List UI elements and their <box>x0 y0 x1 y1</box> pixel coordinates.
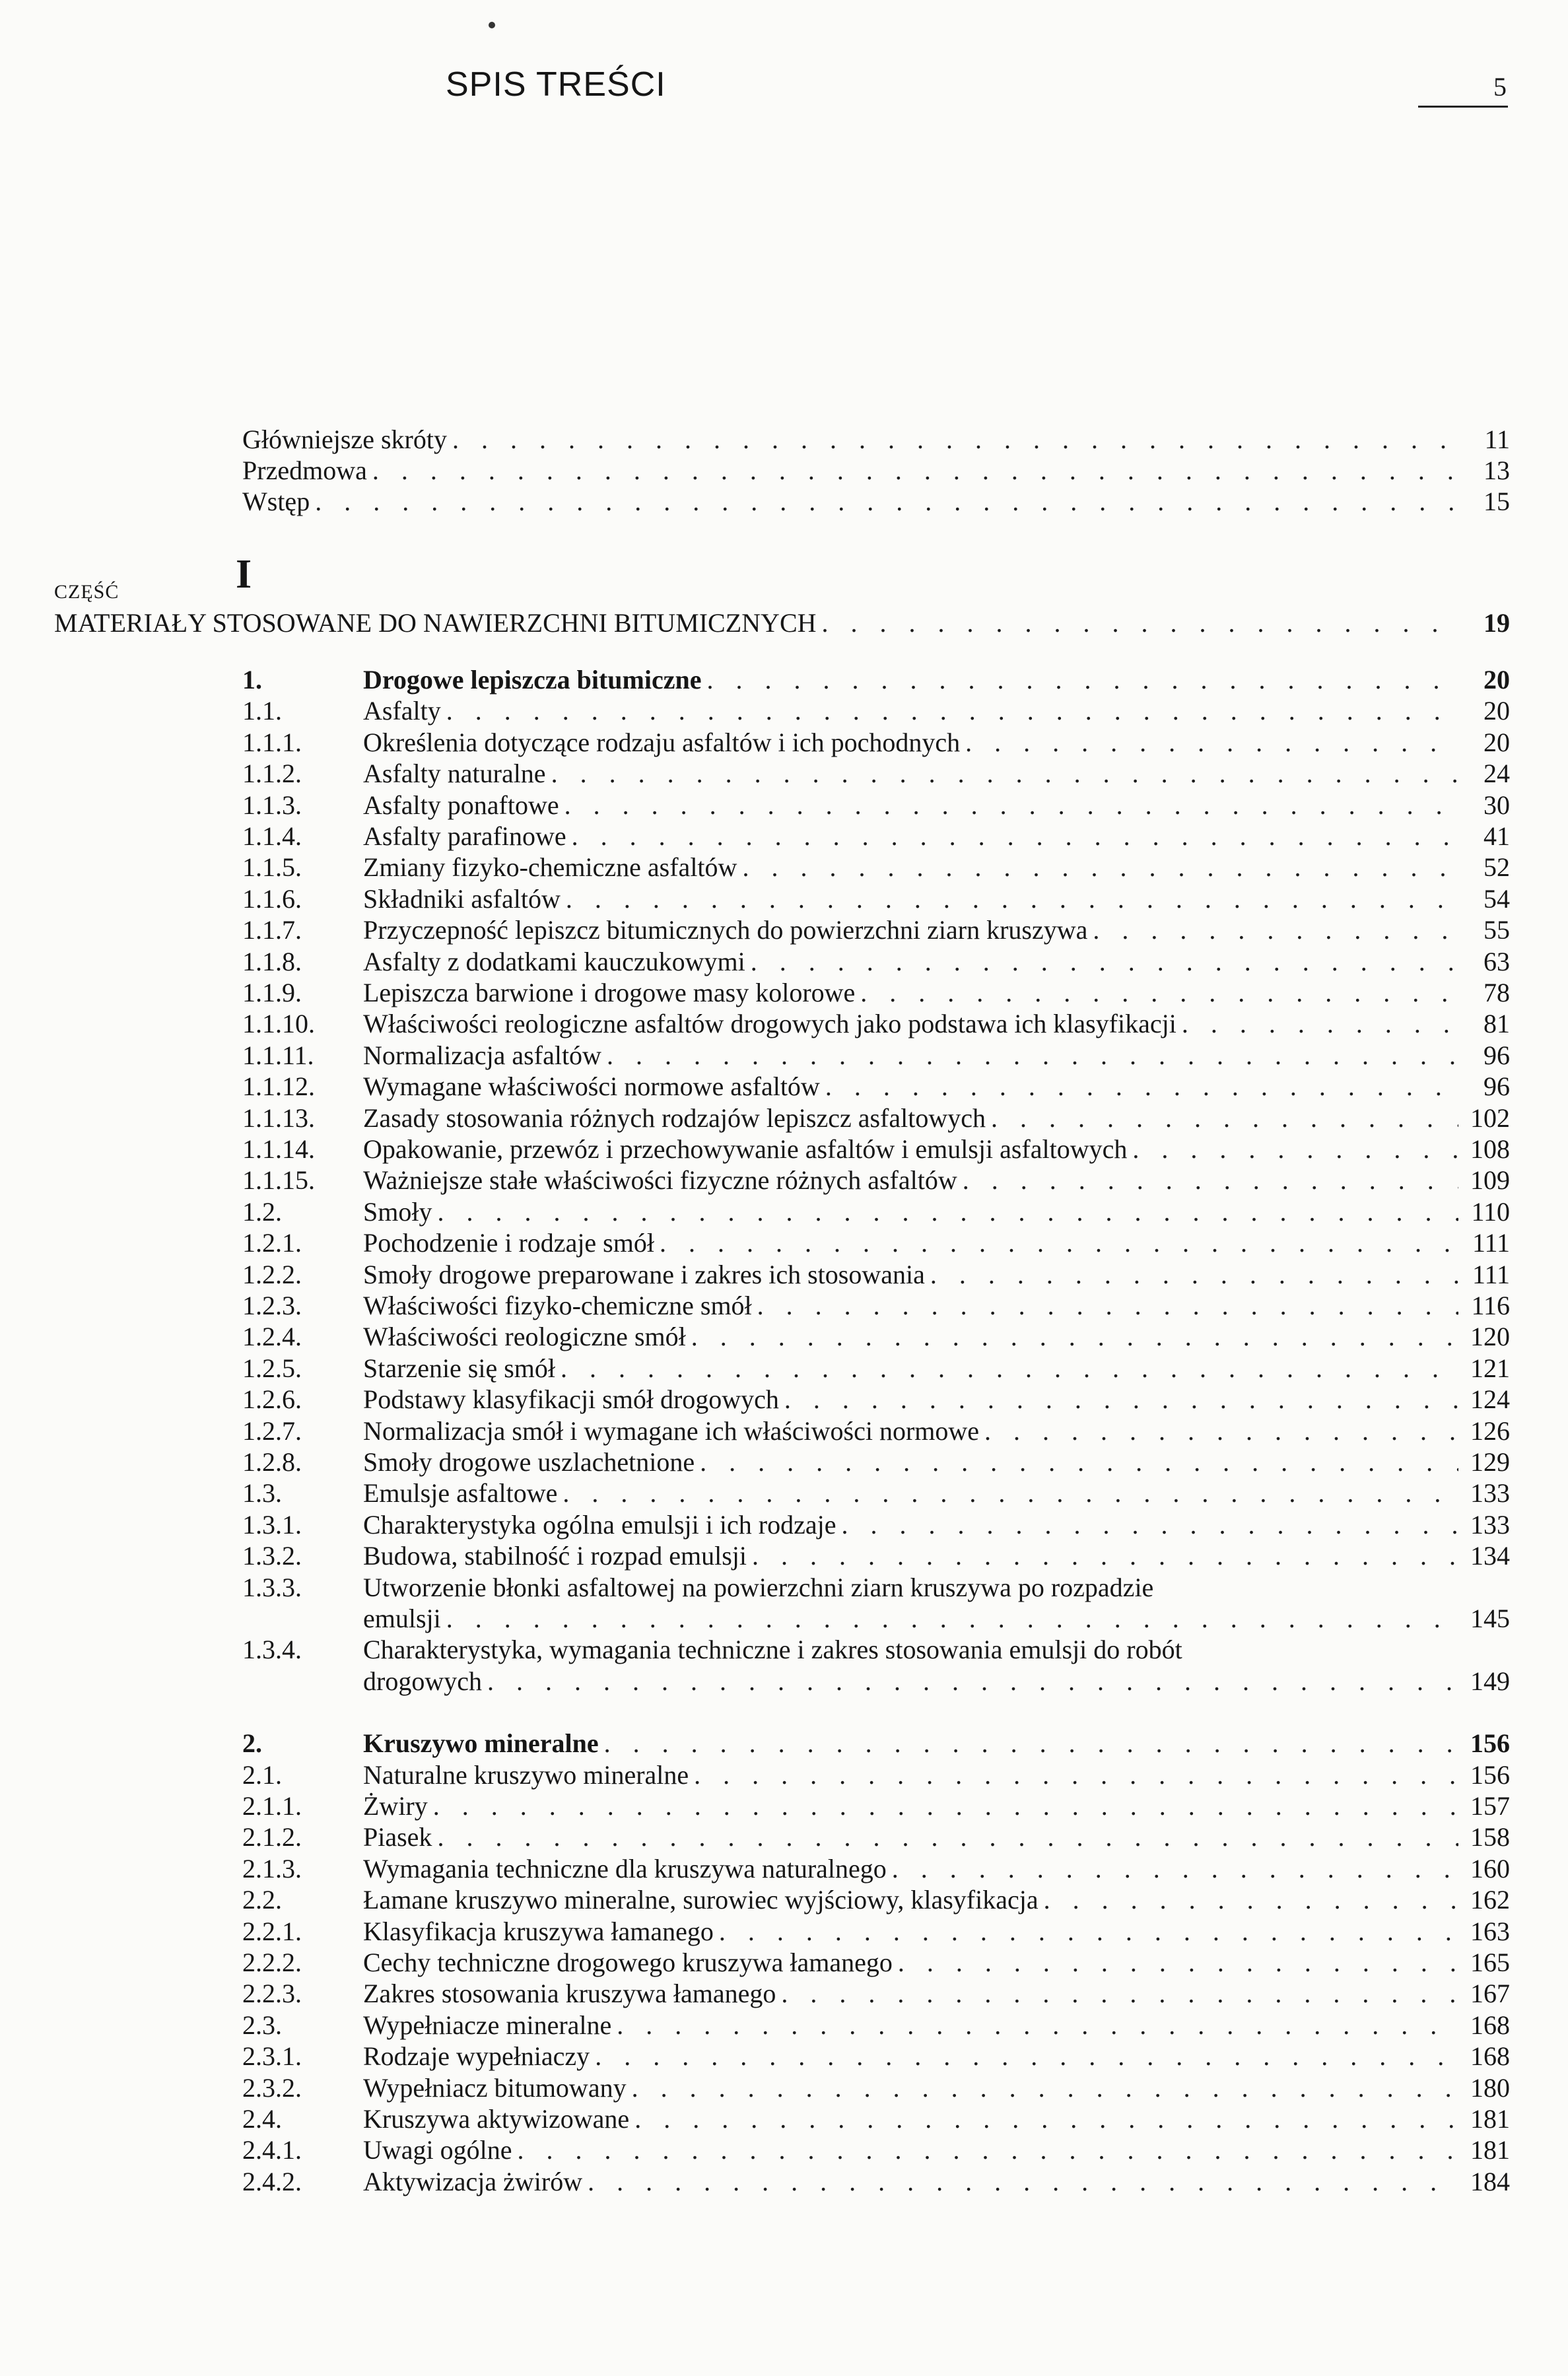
toc-entry-title: Klasyfikacja kruszywa łamanego <box>363 1916 714 1946</box>
toc-entry <box>242 1073 1510 1100</box>
toc-entry-title: Wypełniacz bitumowany <box>363 2072 627 2103</box>
dot-leader <box>588 2169 1458 2195</box>
toc-entry-title: Właściwości reologiczne asfaltów drogowych jako podstawa ich klasyfikacji <box>363 1009 1176 1039</box>
toc-entry-page: 124 <box>1470 1384 1510 1415</box>
toc-entry-page: 158 <box>1470 1822 1510 1852</box>
toc-entry-number: 1.1.10. <box>242 1009 315 1039</box>
toc-entry <box>242 2012 1510 2039</box>
toc-entry-number: 1.1.13. <box>242 1103 315 1133</box>
toc-entry-page: 162 <box>1470 1885 1510 1915</box>
toc-entry-number: 2.3.1. <box>242 2041 302 2072</box>
dot-leader <box>700 1449 1458 1476</box>
dot-leader <box>781 1981 1458 2007</box>
toc-entry-page: 78 <box>1483 978 1510 1007</box>
toc-entry-page: 156 <box>1470 1759 1510 1790</box>
toc-entry-page: 181 <box>1470 2104 1510 2134</box>
toc-entry <box>242 1950 1510 1976</box>
ink-dot <box>489 22 495 28</box>
toc-entry <box>242 1572 1510 1602</box>
toc-entry-number: 1.1.14. <box>242 1134 315 1164</box>
toc-entry-number: 1.3.2. <box>242 1541 302 1571</box>
toc-entry-page: 129 <box>1470 1447 1510 1477</box>
toc-entry-page: 145 <box>1470 1604 1510 1633</box>
toc-entry-page: 55 <box>1483 915 1510 945</box>
dot-leader <box>719 1918 1458 1945</box>
dot-leader <box>742 854 1458 881</box>
toc-entry-title: Charakterystyka, wymagania techniczne i zakres stosowania emulsji do robót <box>363 1635 1182 1665</box>
toc-entry-page: 30 <box>1483 790 1510 820</box>
toc-entry-title: Opakowanie, przewóz i przechowywanie asfaltów i emulsji asfaltowych <box>363 1134 1128 1164</box>
toc-entry-title: Wymagania techniczne dla kruszywa naturalnego <box>363 1853 887 1884</box>
toc-front-entry <box>242 489 1510 515</box>
toc-entry-number: 1.2.1. <box>242 1228 302 1258</box>
toc-entry-page: 121 <box>1470 1353 1510 1383</box>
toc-entry <box>242 2137 1510 2163</box>
toc-entry <box>242 727 1510 757</box>
toc-entry-title-continuation: emulsji <box>363 1604 441 1633</box>
toc-entry-page: 120 <box>1470 1322 1510 1352</box>
toc-entry-title: Kruszywa aktywizowane <box>363 2104 630 2134</box>
toc-entry <box>242 1042 1510 1069</box>
toc-entry-title: Piasek <box>363 1822 432 1852</box>
toc-entry-number: 1.1.15. <box>242 1165 315 1196</box>
dot-leader <box>965 730 1458 756</box>
toc-entry-page: 133 <box>1470 1478 1510 1509</box>
toc-entry-page: 96 <box>1483 1040 1510 1070</box>
dot-leader <box>892 1856 1458 1882</box>
toc-entry <box>242 917 1510 943</box>
toc-entry <box>242 1824 1510 1850</box>
toc-entry-title: Uwagi ogólne <box>363 2135 512 2165</box>
toc-entry-title: Pochodzenie i rodzaje smół <box>363 1228 654 1258</box>
toc-entry-number: 1.1.11. <box>242 1040 314 1070</box>
toc-entry <box>242 1853 1510 1884</box>
dot-leader <box>595 2043 1458 2070</box>
toc-entry-number: 1.1.8. <box>242 946 302 976</box>
toc-entry <box>242 883 1510 914</box>
dot-leader <box>860 980 1458 1006</box>
toc-entry-title: Naturalne kruszywo mineralne <box>363 1759 689 1790</box>
dot-leader <box>561 1355 1458 1382</box>
toc-entry-title: Przyczepność lepiszcz bitumicznych do powierzchni ziarn kruszywa <box>363 915 1088 945</box>
dot-leader <box>446 1606 1458 1632</box>
dot-leader <box>372 458 1458 484</box>
toc-entry-title: Wypełniacze mineralne <box>363 2010 612 2040</box>
dot-leader <box>752 1543 1458 1569</box>
toc-entry <box>242 1105 1510 1132</box>
toc-entry-number: 2.1.2. <box>242 1822 302 1852</box>
toc-entry-page: 111 <box>1472 1228 1510 1258</box>
dot-leader <box>315 489 1458 515</box>
toc-entry-page: 163 <box>1470 1916 1510 1946</box>
toc-entry-number: 1.1.3. <box>242 790 302 820</box>
toc-entry-title: Wstęp <box>242 487 310 516</box>
toc-entry-title: Charakterystyka ogólna emulsji i ich rodzaje <box>363 1509 836 1540</box>
toc-entry-title: Smoły drogowe uszlachetnione <box>363 1447 695 1477</box>
dot-leader <box>566 886 1458 912</box>
dot-leader <box>437 1824 1458 1850</box>
toc-entry-number: 1.1.12. <box>242 1071 315 1102</box>
toc-entry-number: 1.1. <box>242 696 282 726</box>
toc-entry <box>242 2043 1510 2070</box>
toc-entry-page: 149 <box>1470 1666 1510 1696</box>
toc-entry-number: 1.1.7. <box>242 915 302 945</box>
toc-entry-number: 1.2.2. <box>242 1259 302 1289</box>
toc-entry-number: 2. <box>242 1728 262 1759</box>
toc-entry-number: 1. <box>242 665 262 695</box>
toc-entry-title: Lepiszcza barwione i drogowe masy kolorowe <box>363 978 856 1007</box>
toc-entry-page: 156 <box>1470 1728 1510 1759</box>
toc-entry-number: 1.1.2. <box>242 759 302 789</box>
toc-entry <box>242 854 1510 881</box>
toc-entry-title: Zakres stosowania kruszywa łamanego <box>363 1979 776 2009</box>
dot-leader <box>604 1730 1458 1757</box>
toc-entry-page: 13 <box>1483 456 1510 485</box>
toc-entry-number: 1.1.6. <box>242 883 302 914</box>
toc-entry-page: 133 <box>1470 1509 1510 1540</box>
toc-entry-number: 1.2.4. <box>242 1322 302 1352</box>
dot-leader <box>518 2137 1458 2163</box>
toc-entry-number: 1.2.7. <box>242 1415 302 1446</box>
toc-entry-number: 1.1.5. <box>242 852 302 883</box>
toc-entry-title: Rodzaje wypełniaczy <box>363 2041 590 2072</box>
dot-leader <box>452 426 1458 453</box>
toc-entry <box>242 980 1510 1006</box>
toc-entry-page: 168 <box>1470 2041 1510 2072</box>
dot-leader <box>822 610 1458 636</box>
page-number: 5 <box>1493 72 1507 102</box>
toc-entry-number: 1.3.3. <box>242 1572 302 1602</box>
toc-entry <box>242 2072 1510 2103</box>
toc-entry-page: 126 <box>1470 1415 1510 1446</box>
toc-entry <box>242 1324 1510 1350</box>
toc-entry-number: 2.4.1. <box>242 2135 302 2165</box>
toc-entry-number: 2.4.2. <box>242 2166 302 2196</box>
toc-entry-page: 134 <box>1470 1541 1510 1571</box>
dot-leader <box>446 698 1458 724</box>
dot-leader <box>487 1668 1458 1695</box>
toc-entry-title: Właściwości fizyko-chemiczne smół <box>363 1291 752 1320</box>
toc-entry-title: Właściwości reologiczne smół <box>363 1322 686 1352</box>
toc-entry-number: 1.2.5. <box>242 1353 302 1383</box>
header-rule <box>1418 106 1508 108</box>
toc-entry-title: Aktywizacja żwirów <box>363 2166 583 2196</box>
toc-entry <box>242 2106 1510 2132</box>
toc-entry-page: 63 <box>1483 946 1510 976</box>
dot-leader <box>634 2106 1458 2132</box>
dot-leader <box>984 1418 1458 1444</box>
toc-entry-number: 2.1. <box>242 1759 282 1790</box>
toc-entry <box>242 1386 1510 1413</box>
toc-entry-page: 165 <box>1470 1948 1510 1977</box>
dot-leader <box>433 1793 1458 1819</box>
toc-entry-title: Normalizacja smół i wymagane ich właściwości normowe <box>363 1415 980 1446</box>
toc-entry <box>242 1480 1510 1507</box>
toc-entry <box>242 1918 1510 1945</box>
toc-entry <box>242 761 1510 787</box>
toc-entry-title: Asfalty ponaftowe <box>363 790 559 820</box>
toc-entry-page: 110 <box>1471 1196 1510 1227</box>
part-label: CZĘŚĆ <box>54 581 119 603</box>
toc-entry-title: Utworzenie błonki asfaltowej na powierzchni ziarn kruszywa po rozpadzie <box>363 1572 1154 1602</box>
toc-entry <box>242 2166 1510 2196</box>
toc-entry-number: 2.2.1. <box>242 1916 302 1946</box>
toc-entry-number: 1.3.4. <box>242 1635 302 1665</box>
toc-entry-page: 41 <box>1483 821 1510 851</box>
toc-entry-page: 109 <box>1470 1165 1510 1196</box>
toc-entry <box>242 1637 1510 1663</box>
toc-entry <box>242 698 1510 724</box>
toc-entry-title: Emulsje asfaltowe <box>363 1478 558 1509</box>
toc-entry-title: Cechy techniczne drogowego kruszywa łamanego <box>363 1948 893 1977</box>
dot-leader <box>660 1230 1458 1256</box>
toc-entry-number: 1.1.4. <box>242 821 302 851</box>
toc-entry-number: 2.3.2. <box>242 2072 302 2103</box>
toc-entry <box>242 1981 1510 2007</box>
toc-entry <box>242 1887 1510 1913</box>
toc-entry-number: 1.3. <box>242 1478 282 1509</box>
toc-entry-title: Ważniejsze stałe właściwości fizyczne różnych asfaltów <box>363 1165 957 1196</box>
toc-entry <box>242 1011 1510 1037</box>
toc-entry-title: Żwiry <box>363 1791 428 1821</box>
toc-entry-page: 108 <box>1470 1134 1510 1164</box>
toc-entry-number: 1.2.6. <box>242 1384 302 1415</box>
toc-entry-page: 116 <box>1471 1291 1510 1320</box>
dot-leader <box>706 667 1458 693</box>
toc-entry-continuation <box>242 1606 1510 1632</box>
dot-leader <box>551 761 1458 787</box>
toc-entry <box>242 1136 1510 1163</box>
dot-leader <box>1132 1136 1458 1163</box>
toc-entry-number: 1.2.3. <box>242 1291 302 1320</box>
toc-entry-number: 2.2. <box>242 1885 282 1915</box>
toc-entry-title: Smoły drogowe preparowane i zakres ich stosowania <box>363 1259 925 1289</box>
toc-entry-title: Smoły <box>363 1196 432 1227</box>
dot-leader <box>694 1762 1458 1788</box>
dot-leader <box>784 1386 1458 1413</box>
toc-front-entry <box>242 426 1510 453</box>
toc-entry-title: Asfalty z dodatkami kauczukowymi <box>363 946 745 976</box>
toc-entry-page: 157 <box>1470 1791 1510 1821</box>
page-title: SPIS TREŚCI <box>446 65 666 104</box>
toc-entry-title: Główniejsze skróty <box>242 424 447 454</box>
toc-entry-page: 168 <box>1470 2010 1510 2040</box>
dot-leader <box>963 1167 1458 1194</box>
part-number: I <box>236 552 252 597</box>
dot-leader <box>572 823 1458 850</box>
dot-leader <box>607 1042 1458 1069</box>
dot-leader <box>1093 917 1458 943</box>
toc-entry-page: 20 <box>1483 665 1510 695</box>
toc-entry-title: Drogowe lepiszcza bitumiczne <box>363 665 702 695</box>
toc-entry <box>242 1759 1510 1790</box>
toc-entry-page: 15 <box>1483 487 1510 516</box>
dot-leader <box>825 1073 1458 1100</box>
toc-entry-title: Przedmowa <box>242 456 367 485</box>
toc-entry <box>242 1259 1510 1289</box>
toc-entry-title: Określenia dotyczące rodzaju asfaltów i ich pochodnych <box>363 727 961 757</box>
dot-leader <box>691 1324 1458 1350</box>
toc-entry <box>242 1415 1510 1446</box>
toc-entry <box>242 1543 1510 1569</box>
dot-leader <box>930 1262 1458 1288</box>
toc-entry-number: 1.3.1. <box>242 1509 302 1540</box>
toc-entry-title: Łamane kruszywo mineralne, surowiec wyjściowy, klasyfikacja <box>363 1885 1039 1915</box>
toc-entry-title: Starzenie się smół <box>363 1353 556 1383</box>
toc-entry-title: Składniki asfaltów <box>363 883 561 914</box>
toc-entry-number: 2.2.3. <box>242 1979 302 2009</box>
toc-entry-page: 184 <box>1470 2166 1510 2196</box>
toc-entry <box>242 823 1510 850</box>
toc-entry-page: 11 <box>1484 424 1510 454</box>
toc-entry <box>242 1793 1510 1819</box>
dot-leader <box>562 1480 1458 1507</box>
toc-entry-page: 20 <box>1483 696 1510 726</box>
toc-entry <box>242 1293 1510 1319</box>
dot-leader <box>898 1950 1458 1976</box>
toc-entry-title: Podstawy klasyfikacji smół drogowych <box>363 1384 779 1415</box>
toc-entry-page: 96 <box>1483 1071 1510 1102</box>
dot-leader <box>841 1512 1458 1538</box>
toc-entry-title: Normalizacja asfaltów <box>363 1040 601 1070</box>
toc-entry <box>242 1167 1510 1194</box>
toc-entry-page: 181 <box>1470 2135 1510 2165</box>
toc-chapter <box>242 1730 1510 1757</box>
toc-entry-title: Zmiany fizyko-chemiczne asfaltów <box>363 852 737 883</box>
dot-leader <box>632 2075 1458 2101</box>
toc-entry-page: 167 <box>1470 1979 1510 2009</box>
dot-leader <box>751 949 1458 975</box>
part-title: MATERIAŁY STOSOWANE DO NAWIERZCHNI BITUMICZNYCH <box>54 608 817 638</box>
toc-entry <box>242 1509 1510 1540</box>
toc-chapter <box>242 667 1510 693</box>
toc-entry-title: Asfalty naturalne <box>363 759 546 789</box>
toc-entry-page: 160 <box>1470 1853 1510 1884</box>
toc-entry-number: 2.3. <box>242 2010 282 2040</box>
dot-leader <box>991 1105 1458 1132</box>
toc-entry-number: 2.1.3. <box>242 1853 302 1884</box>
toc-entry-title: Zasady stosowania różnych rodzajów lepiszcz asfaltowych <box>363 1103 986 1133</box>
toc-entry-number: 1.2.8. <box>242 1447 302 1477</box>
toc-entry-number: 2.4. <box>242 2104 282 2134</box>
toc-entry-title: Asfalty <box>363 696 441 726</box>
part-page: 19 <box>1483 608 1510 638</box>
toc-entry-title: Budowa, stabilność i rozpad emulsji <box>363 1541 747 1571</box>
dot-leader <box>1182 1011 1458 1037</box>
toc-entry-page: 81 <box>1483 1009 1510 1039</box>
toc-entry-number: 2.2.2. <box>242 1948 302 1977</box>
toc-entry-page: 180 <box>1470 2072 1510 2103</box>
toc-front-entry <box>242 458 1510 484</box>
toc-entry-number: 1.1.1. <box>242 727 302 757</box>
toc-entry <box>242 1355 1510 1382</box>
dot-leader <box>564 792 1458 819</box>
toc-entry-page: 102 <box>1470 1103 1510 1133</box>
dot-leader <box>437 1199 1458 1225</box>
part-title-row <box>54 610 1510 636</box>
toc-entry-page: 52 <box>1483 852 1510 883</box>
toc-entry-number: 1.2. <box>242 1196 282 1227</box>
dot-leader <box>617 2012 1458 2039</box>
toc-entry-page: 111 <box>1472 1259 1510 1289</box>
toc-entry-title: Kruszywo mineralne <box>363 1728 599 1759</box>
toc-entry-page: 24 <box>1483 759 1510 789</box>
toc-entry <box>242 792 1510 819</box>
toc-entry-page: 54 <box>1483 883 1510 914</box>
toc-entry-page: 20 <box>1483 727 1510 757</box>
dot-leader <box>1044 1887 1458 1913</box>
toc-entry <box>242 946 1510 976</box>
dot-leader <box>757 1293 1458 1319</box>
toc-entry-title: Wymagane właściwości normowe asfaltów <box>363 1071 820 1102</box>
toc-entry-number: 2.1.1. <box>242 1791 302 1821</box>
toc-entry-number: 1.1.9. <box>242 978 302 1007</box>
toc-entry <box>242 1196 1510 1227</box>
toc-entry-title-continuation: drogowych <box>363 1666 482 1696</box>
toc-entry-continuation <box>242 1668 1510 1695</box>
toc-entry <box>242 1230 1510 1256</box>
toc-entry <box>242 1449 1510 1476</box>
toc-entry-title: Asfalty parafinowe <box>363 821 566 851</box>
